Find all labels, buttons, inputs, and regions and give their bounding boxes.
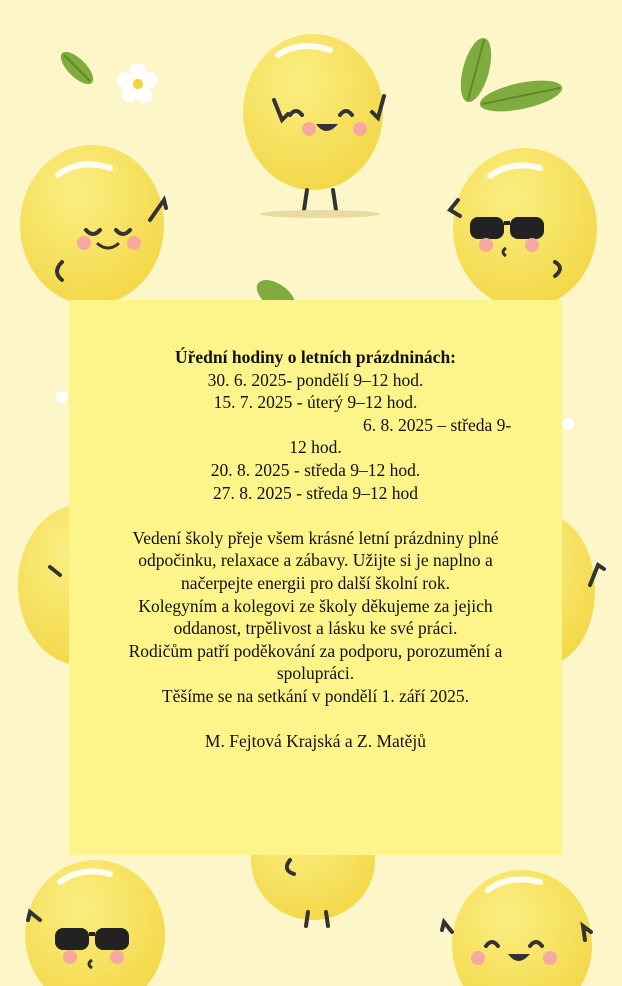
lemon-character-icon xyxy=(450,148,597,308)
office-hours-notice xyxy=(69,300,562,855)
message-line: Těšíme se na setkání v pondělí 1. září 2025. xyxy=(161,685,470,706)
lemon-character-icon xyxy=(442,870,592,986)
hours-line: 27. 8. 2025 - středa 9–12 hod xyxy=(212,482,419,503)
message-line: odpočinku, relaxace a zábavy. Užijte si je naplno a xyxy=(138,550,493,571)
hours-line: 12 hod. xyxy=(289,437,342,458)
leaf-icon xyxy=(56,47,98,89)
message-line: oddanost, trpělivost a lásku ke své práci. xyxy=(173,618,458,639)
notice-title: Úřední hodiny o letních prázdninách: xyxy=(174,347,457,367)
message-line: spolupráci. xyxy=(276,663,355,684)
flower-icon xyxy=(117,63,158,103)
hours-line: 15. 7. 2025 - úterý 9–12 hod. xyxy=(213,392,418,413)
hours-line: 6. 8. 2025 – středa 9- xyxy=(363,414,512,435)
lemon-character-icon xyxy=(25,860,165,986)
signature: M. Fejtová Krajská a Z. Matějů xyxy=(204,731,427,752)
message-line: Rodičům patří poděkování za podporu, porozumění a xyxy=(128,640,503,661)
lemon-character-icon xyxy=(20,145,166,305)
hours-line: 30. 6. 2025- pondělí 9–12 hod. xyxy=(207,369,424,390)
message-line: Vedení školy přeje všem krásné letní prázdniny plné xyxy=(132,527,499,548)
lemon-character-icon xyxy=(243,34,384,218)
message-line: načerpejte energii pro další školní rok. xyxy=(181,572,450,593)
leaf-icon xyxy=(477,75,565,118)
message-line: Kolegyním a kolegovi ze školy děkujeme za jejich xyxy=(138,595,493,616)
hours-line: 20. 8. 2025 - středa 9–12 hod. xyxy=(210,459,421,480)
